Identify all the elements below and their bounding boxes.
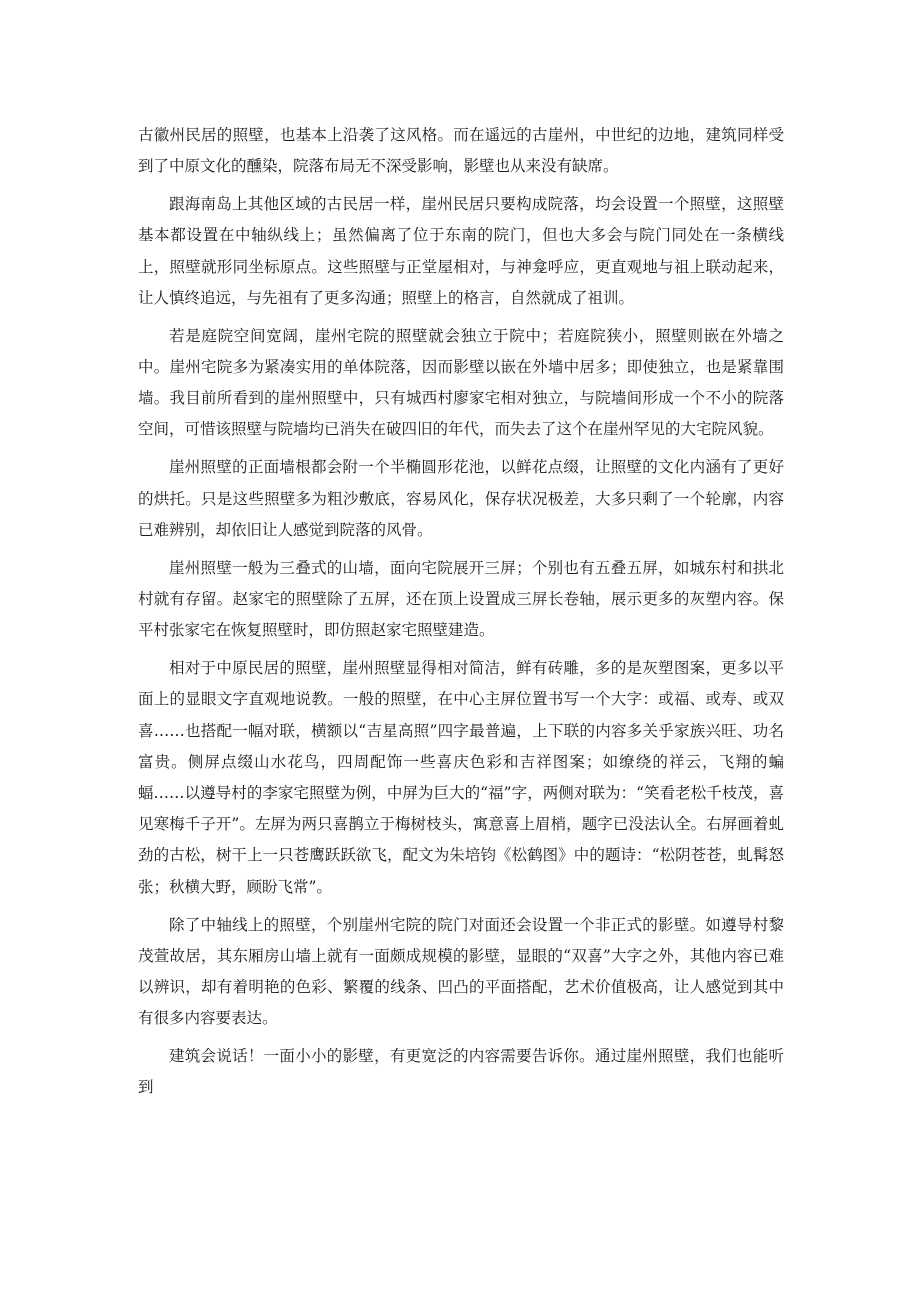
paragraph: 崖州照壁一般为三叠式的山墙，面向宅院展开三屏；个别也有五叠五屏，如城东村和拱北村就有存留。赵家宅的照壁除了五屏，还在顶上设置成三屏长卷轴，展示更多的灰塑内容。保平村张家宅在恢复照壁时，即仿照赵家宅照壁建造。 bbox=[138, 558, 784, 640]
paragraph: 跟海南岛上其他区域的古民居一样，崖州民居只要构成院落，均会设置一个照壁，这照壁基本都设置在中轴纵线上；虽然偏离了位于东南的院门，但也大多会与院门同处在一条横线上，照壁就形同坐标原点。这些照壁与正堂屋相对，与神龛呼应，更直观地与祖上联动起来，让人慎终追远，与先祖有了更多沟通；照壁上的格言，自然就成了祖训。 bbox=[138, 195, 784, 307]
paragraph: 建筑会说话！一面小小的影壁，有更宽泛的内容需要告诉你。通过崖州照壁，我们也能听到 bbox=[138, 1047, 784, 1097]
paragraph: 若是庭院空间宽阔，崖州宅院的照壁就会独立于院中；若庭院狭小，照壁则嵌在外墙之中。崖州宅院多为紧凑实用的单体院落，因而影壁以嵌在外墙中居多；即使独立，也是紧靠围墙。我目前所看到的崖州照壁中，只有城西村廖家宅相对独立，与院墙间形成一个不小的院落空间，可惜该照壁与院墙均已消失在破四旧的年代，而失去了这个在崖州罕见的大宅院风貌。 bbox=[138, 326, 784, 439]
paragraph: 崖州照壁的正面墙根都会附一个半椭圆形花池，以鲜花点缀，让照壁的文化内涵有了更好的烘托。只是这些照壁多为粗沙敷底，容易风化，保存状况极差，大多只剩了一个轮廓，内容已难辨别，却依旧让人感觉到院落的风骨。 bbox=[138, 458, 784, 539]
article-body bbox=[138, 120, 784, 1110]
paragraph: 除了中轴线上的照壁，个别崖州宅院的院门对面还会设置一个非正式的影壁。如遵导村黎茂萱故居，其东厢房山墙上就有一面颇成规模的影壁，显眼的“双喜”大字之外，其他内容已难以辨识，却有着明艳的色彩、繁覆的线条、凹凸的平面搭配，艺术价值极高，让人感觉到其中有很多内容要表达。 bbox=[138, 915, 784, 1028]
paragraph: 相对于中原民居的照壁，崖州照壁显得相对简洁，鲜有砖雕，多的是灰塑图案，更多以平面上的显眼文字直观地说教。一般的照壁，在中心主屏位置书写一个大字：或福、或寿、或双喜……也搭配一幅对联，横额以“吉星高照”四字最普遍，上下联的内容多关乎家族兴旺、功名富贵。侧屏点缀山水花鸟，四周配饰一些喜庆色彩和吉祥图案；如缭绕的祥云，飞翔的蝙蝠……以遵导村的李家宅照壁为例，中屏为巨大的“福”字，两侧对联为：“笑看老松千枝茂，喜见寒梅千子开”。左屏为两只喜鹊立于梅树枝头，寓意喜上眉梢，题字已没法认全。右屏画着虬劲的古松，树干上一只苍鹰跃跃欲飞，配文为朱培钧《松鹤图》中的题诗：“松阴苍苍，虬髯怒张；秋横大野，顾盼飞常”。 bbox=[138, 659, 784, 896]
paragraph: 古徽州民居的照壁，也基本上沿袭了这风格。而在遥远的古崖州，中世纪的边地，建筑同样受到了中原文化的醺染，院落布局无不深受影响，影壁也从来没有缺席。 bbox=[138, 126, 784, 176]
